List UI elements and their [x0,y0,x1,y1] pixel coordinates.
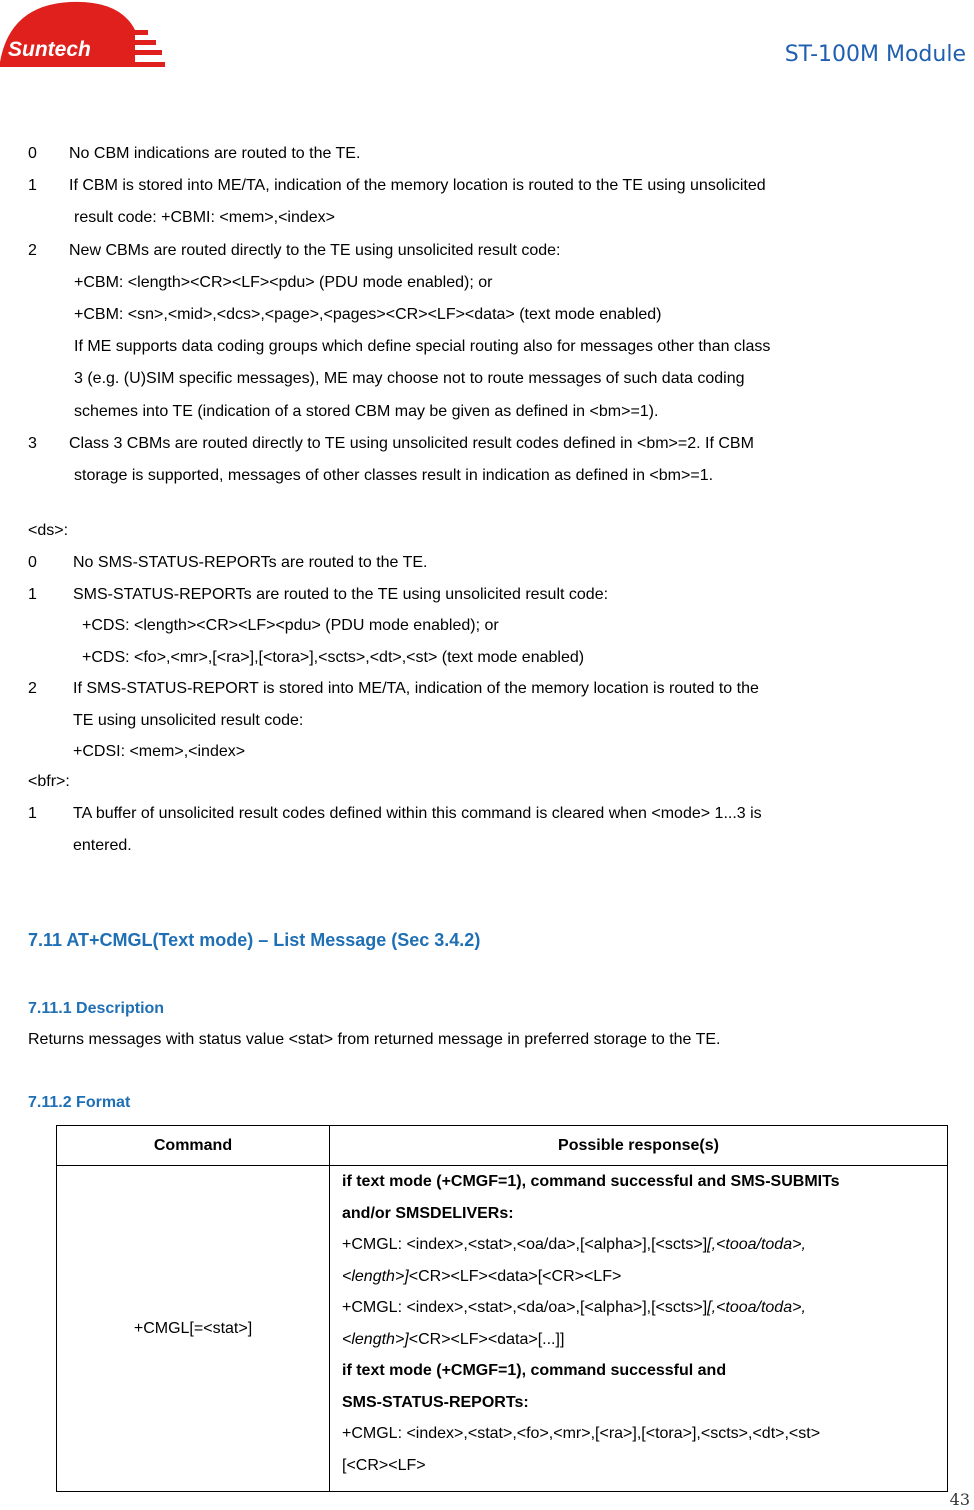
list-item-number: 2 [28,680,37,697]
response-text-optional: <length>] [342,1267,409,1285]
list-item-number: 3 [28,434,37,452]
response-text-optional: <length>] [342,1330,409,1348]
page-number: 43 [949,1490,970,1509]
description-text: Returns messages with status value <stat> from returned message in preferred storage to the TE. [28,1031,721,1048]
response-line [342,1229,937,1261]
response-text: <CR><LF><data>[...]] [408,1330,565,1348]
list-item: schemes into TE (indication of a stored CBM may be given as defined in <bm>=1). [74,402,659,420]
list-item: +CBM: <sn>,<mid>,<dcs>,<page>,<pages><CR><LF><data> (text mode enabled) [74,306,662,323]
col-header-command: Command [57,1126,330,1166]
response-line [342,1324,937,1356]
response-cell [330,1166,948,1492]
list-item-number: 1 [28,805,37,822]
list-item: result code: +CBMI: <mem>,<index> [74,209,336,227]
response-line: SMS-STATUS-REPORTs: [342,1393,529,1411]
list-item: +CDS: <length><CR><LF><pdu> (PDU mode enabled); or [82,617,499,634]
list-item: No CBM indications are routed to the TE. [69,145,361,162]
response-line [342,1292,937,1324]
response-text-optional: [,<tooa/toda>, [707,1236,806,1253]
description-heading: 7.11.1 Description [28,1000,165,1017]
list-item: If SMS-STATUS-REPORT is stored into ME/TA, indication of the memory location is routed to the [73,680,759,697]
command-cell: +CMGL[=<stat>] [57,1166,330,1492]
list-item: +CDS: <fo>,<mr>,[<ra>],[<tora>],<scts>,<dt>,<st> (text mode enabled) [82,648,585,666]
ds-label: <ds>: [28,522,69,539]
module-title: ST-100M Module [784,42,966,67]
bfr-label: <bfr>: [28,773,70,790]
list-item: If ME supports data coding groups which define special routing also for messages other than class [74,338,771,356]
list-item: Class 3 CBMs are routed directly to TE using unsolicited result codes defined in <bm>=2. If CBM [69,434,754,452]
list-item-number: 0 [28,554,37,571]
response-line: if text mode (+CMGF=1), command successful and SMS-SUBMITs [342,1173,840,1190]
list-item: SMS-STATUS-REPORTs are routed to the TE using unsolicited result code: [73,585,609,603]
list-item: +CBM: <length><CR><LF><pdu> (PDU mode enabled); or [74,273,493,291]
table-row [57,1166,948,1492]
list-item: No SMS-STATUS-REPORTs are routed to the TE. [73,554,428,571]
response-line: +CMGL: <index>,<stat>,<fo>,<mr>,[<ra>],[<tora>],<scts>,<dt>,<st> [342,1425,821,1442]
list-item: storage is supported, messages of other classes result in indication as defined in <bm>=1. [74,467,714,484]
suntech-logo [0,0,165,70]
list-item: New CBMs are routed directly to the TE using unsolicited result code: [69,241,561,259]
list-item-number: 1 [28,585,37,603]
response-line [342,1261,937,1293]
list-item: +CDSI: <mem>,<index> [73,743,246,760]
response-text: +CMGL: <index>,<stat>,<oa/da>,[<alpha>],[<scts>] [342,1236,708,1253]
logo-wordmark: Suntech [8,38,91,61]
list-item: If CBM is stored into ME/TA, indication of the memory location is routed to the TE using unsolicited [69,177,766,195]
response-line: [<CR><LF> [342,1456,426,1474]
list-item: TA buffer of unsolicited result codes defined within this command is cleared when <mode> 1...3 is [73,805,762,822]
list-item-number: 1 [28,177,37,195]
format-table [56,1125,948,1492]
list-item-number: 2 [28,241,37,259]
list-item: TE using unsolicited result code: [73,711,304,729]
table-header-row [57,1126,948,1166]
response-text-optional: [,<tooa/toda>, [707,1299,806,1316]
col-header-response: Possible response(s) [330,1126,948,1166]
format-heading: 7.11.2 Format [28,1094,131,1111]
response-line: if text mode (+CMGF=1), command successful and [342,1362,727,1379]
list-item-number: 0 [28,145,37,162]
list-item: entered. [73,836,132,854]
response-line: and/or SMSDELIVERs: [342,1204,514,1222]
response-text: +CMGL: <index>,<stat>,<da/oa>,[<alpha>],[<scts>] [342,1299,708,1316]
section-heading: 7.11 AT+CMGL(Text mode) – List Message (Sec 3.4.2) [28,930,481,950]
list-item: 3 (e.g. (U)SIM specific messages), ME may choose not to route messages of such data coding [74,370,745,388]
response-text: <CR><LF><data>[<CR><LF> [408,1267,622,1285]
